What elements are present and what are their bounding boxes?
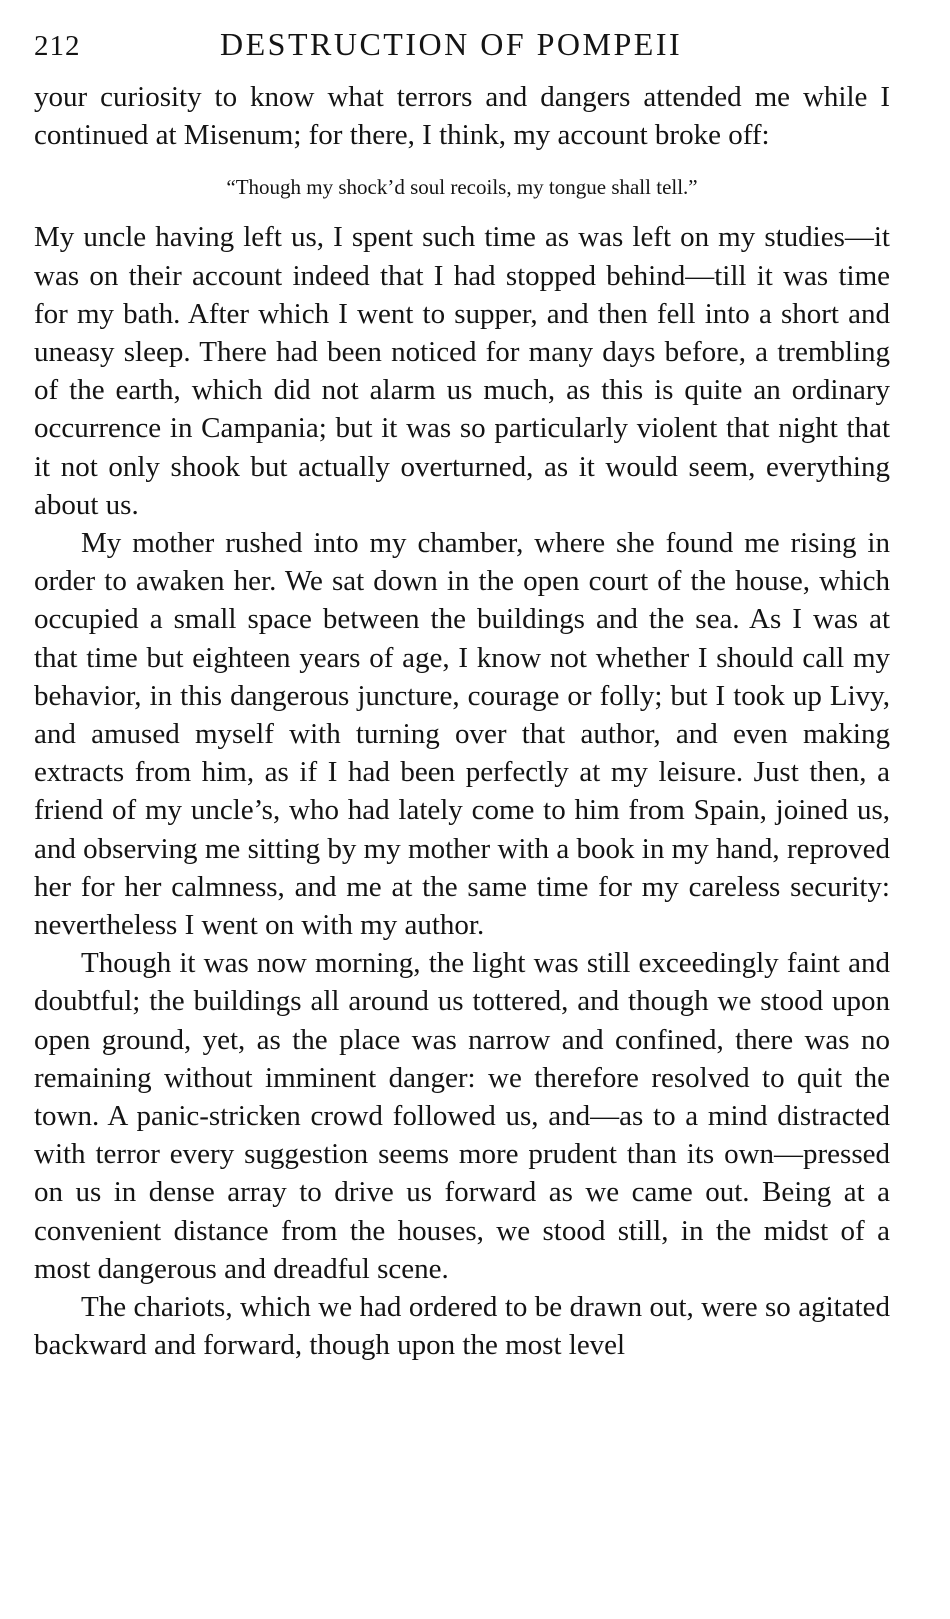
page-header <box>34 22 890 78</box>
opening-paragraph: your curiosity to know what terrors and dangers attended me while I continued at Misenum; for there, I think, my account broke off: <box>34 81 890 152</box>
paragraph-1: My uncle having left us, I spent such time as was left on my studies—it was on their account indeed that I had stopped behind—till it was time for my bath. After which I went to supper, and then fell into a short and uneasy sleep. There had been noticed for many days before, a trembling of the earth, which did not alarm us much, as this is quite an ordinary occurrence in Campania; but it was so particularly violent that night that it not only shook but actually overturned, as it would seem, everything about us. <box>34 221 890 521</box>
paragraph-4: The chariots, which we had ordered to be drawn out, were so agitated backward and forward, though upon the most level <box>34 1291 890 1362</box>
quotation-line: “Though my shock’d soul recoils, my tongue shall tell.” <box>226 175 698 200</box>
running-head: DESTRUCTION OF POMPEII <box>220 26 683 62</box>
page-number: 212 <box>34 30 81 62</box>
paragraph-2: My mother rushed into my chamber, where she found me rising in order to awaken her. We sat down in the open court of the house, which occupied a small space between the buildings and the sea. As I was at that time but eighteen years of age, I know not whether I should call my behavior, in this dangerous juncture, courage or folly; but I took up Livy, and amused myself with turning over that author, and even making extracts from him, as if I had been perfectly at my leisure. Just then, a friend of my uncle’s, who had lately come to him from Spain, joined us, and observing me sitting by my mother with a book in my hand, reproved her for her calmness, and me at the same time for my careless security: nevertheless I went on with my author. <box>34 527 890 942</box>
paragraph-3: Though it was now morning, the light was still exceedingly faint and doubtful; the buildings all around us tottered, and though we stood upon open ground, yet, as the place was narrow and confined, there was no remaining without imminent danger: we therefore resolved to quit the town. A panic-stricken crowd followed us, and—as to a mind distracted with terror every suggestion seems more prudent than its own—pressed on us in dense array to drive us forward as we came out. Being at a convenient distance from the houses, we stood still, in the midst of a most dangerous and dreadful scene. <box>34 947 890 1285</box>
book-page <box>34 22 890 1365</box>
